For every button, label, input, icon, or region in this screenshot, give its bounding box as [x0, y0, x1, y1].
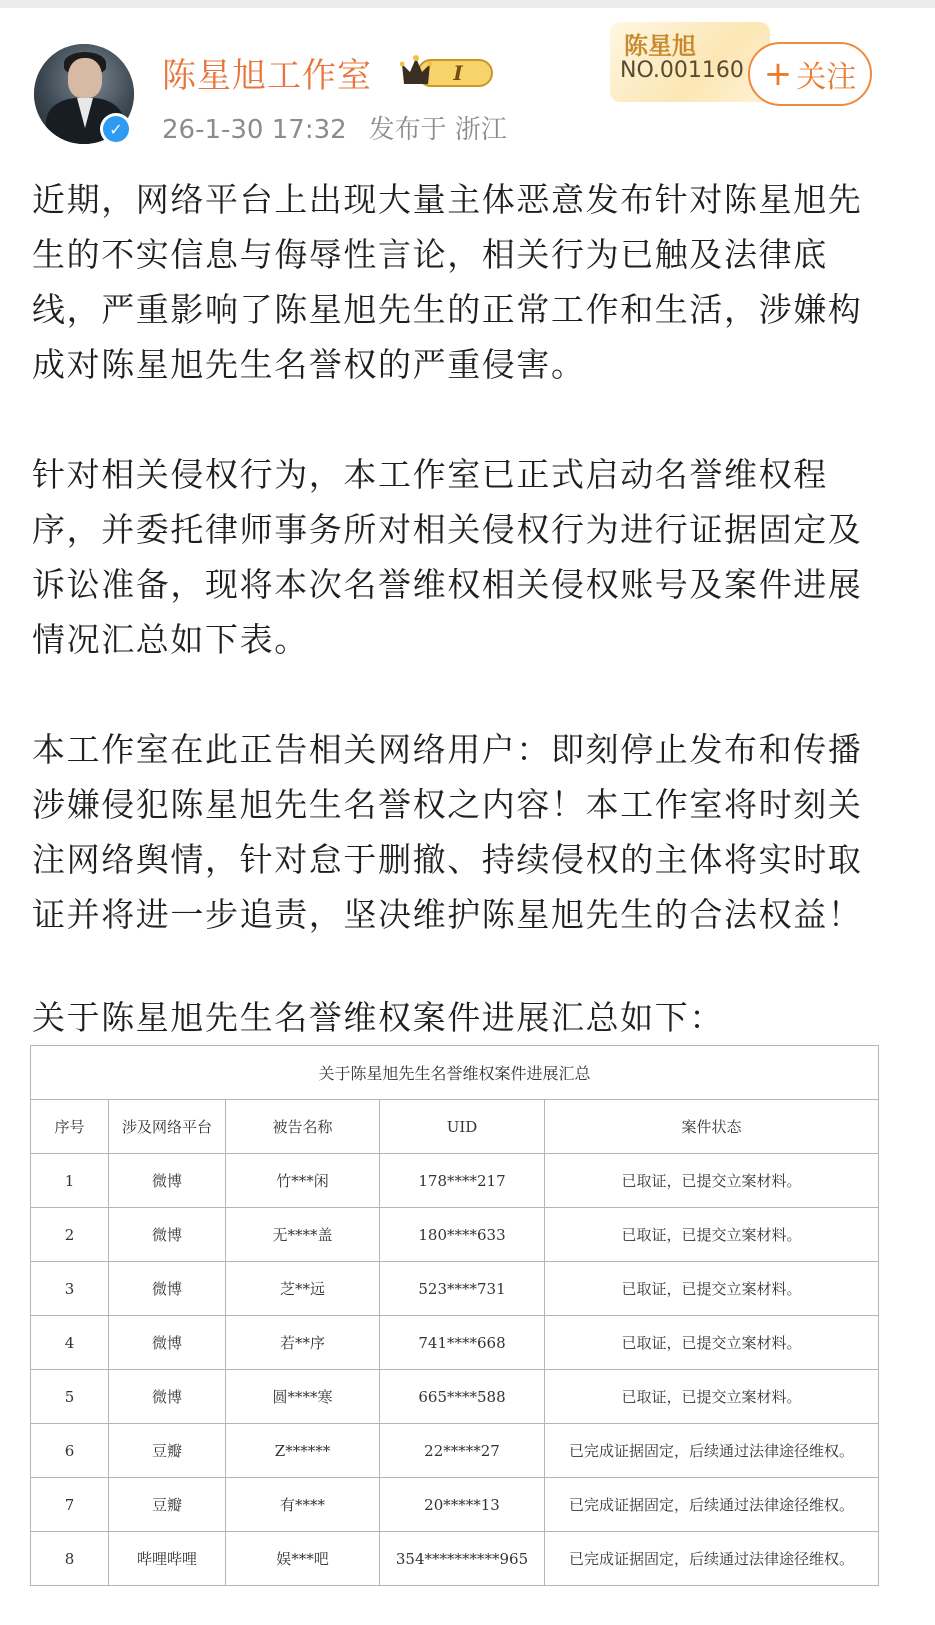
table-row [31, 1154, 879, 1208]
post-time: 26-1-30 17:32 [162, 115, 347, 145]
post-body [32, 172, 872, 997]
post-paragraph-1: 近期，网络平台上出现大量主体恶意发布针对陈星旭先生的不实信息与侮辱性言论，相关行为已触及法律底线，严重影响了陈星旭先生的正常工作和生活，涉嫌构成对陈星旭先生名誉权的严重侵害。 [32, 180, 863, 384]
verified-icon: ✓ [100, 113, 132, 145]
cell-no: 3 [31, 1262, 109, 1316]
svg-text:I: I [453, 61, 463, 85]
col-header-uid: UID [380, 1100, 545, 1154]
table-intro: 关于陈星旭先生名誉维权案件进展汇总如下： [32, 998, 724, 1037]
cell-no: 4 [31, 1316, 109, 1370]
table-row [31, 1208, 879, 1262]
post-paragraph-3: 本工作室在此正告相关网络用户：即刻停止发布和传播涉嫌侵犯陈星旭先生名誉权之内容！本工作室将时刻关注网络舆情，针对怠于删撤、持续侵权的主体将实时取证并将进一步追责，坚决维护陈星旭先生的合法权益！ [32, 730, 863, 934]
case-table-image[interactable] [30, 1045, 878, 1625]
cell-uid: 354**********965 [380, 1532, 545, 1586]
top-strip [0, 0, 935, 8]
cell-uid: 741****668 [380, 1316, 545, 1370]
cell-platform: 微博 [109, 1316, 226, 1370]
cell-no: 1 [31, 1154, 109, 1208]
cell-defendant: Z****** [226, 1424, 380, 1478]
cell-no: 6 [31, 1424, 109, 1478]
post-meta [162, 109, 507, 146]
case-table [30, 1045, 879, 1586]
cell-defendant: 有**** [226, 1478, 380, 1532]
table-row [31, 1370, 879, 1424]
follow-button[interactable] [748, 42, 872, 106]
cell-defendant: 娱***吧 [226, 1532, 380, 1586]
cell-platform: 微博 [109, 1370, 226, 1424]
cell-uid: 22*****27 [380, 1424, 545, 1478]
fan-badge-name: 陈星旭 [624, 32, 696, 60]
cell-uid: 665****588 [380, 1370, 545, 1424]
crown-level-icon[interactable] [400, 52, 496, 92]
cell-status: 已取证，已提交立案材料。 [545, 1154, 879, 1208]
fan-badge[interactable] [610, 22, 770, 102]
post-paragraph-2: 针对相关侵权行为，本工作室已正式启动名誉维权程序，并委托律师事务所对相关侵权行为进行证据固定及诉讼准备，现将本次名誉维权相关侵权账号及案件进展情况汇总如下表。 [32, 455, 863, 659]
cell-defendant: 竹***闲 [226, 1154, 380, 1208]
cell-platform: 微博 [109, 1262, 226, 1316]
cell-no: 8 [31, 1532, 109, 1586]
table-row [31, 1262, 879, 1316]
cell-status: 已取证，已提交立案材料。 [545, 1370, 879, 1424]
cell-no: 7 [31, 1478, 109, 1532]
col-header-status: 案件状态 [545, 1100, 879, 1154]
col-header-no: 序号 [31, 1100, 109, 1154]
cell-platform: 哔哩哔哩 [109, 1532, 226, 1586]
cell-status: 已取证，已提交立案材料。 [545, 1262, 879, 1316]
cell-platform: 微博 [109, 1208, 226, 1262]
plus-icon: + [763, 54, 793, 94]
cell-status: 已完成证据固定，后续通过法律途径维权。 [545, 1424, 879, 1478]
cell-status: 已完成证据固定，后续通过法律途径维权。 [545, 1532, 879, 1586]
fan-badge-number: NO.001160 [620, 58, 744, 83]
cell-platform: 豆瓣 [109, 1478, 226, 1532]
cell-uid: 20*****13 [380, 1478, 545, 1532]
col-header-defendant: 被告名称 [226, 1100, 380, 1154]
table-row [31, 1316, 879, 1370]
cell-status: 已取证，已提交立案材料。 [545, 1208, 879, 1262]
cell-status: 已完成证据固定，后续通过法律途径维权。 [545, 1478, 879, 1532]
author-name[interactable]: 陈星旭工作室 [162, 56, 372, 96]
table-row [31, 1478, 879, 1532]
cell-defendant: 圆****寒 [226, 1370, 380, 1424]
table-row [31, 1424, 879, 1478]
cell-uid: 180****633 [380, 1208, 545, 1262]
cell-defendant: 无****盖 [226, 1208, 380, 1262]
cell-no: 2 [31, 1208, 109, 1262]
col-header-platform: 涉及网络平台 [109, 1100, 226, 1154]
post-location: 发布于 浙江 [368, 115, 507, 145]
cell-uid: 178****217 [380, 1154, 545, 1208]
cell-defendant: 芝**远 [226, 1262, 380, 1316]
table-caption: 关于陈星旭先生名誉维权案件进展汇总 [31, 1046, 879, 1100]
cell-status: 已取证，已提交立案材料。 [545, 1316, 879, 1370]
cell-uid: 523****731 [380, 1262, 545, 1316]
table-row [31, 1532, 879, 1586]
cell-no: 5 [31, 1370, 109, 1424]
cell-platform: 微博 [109, 1154, 226, 1208]
follow-label: 关注 [796, 60, 857, 95]
cell-defendant: 若**序 [226, 1316, 380, 1370]
cell-platform: 豆瓣 [109, 1424, 226, 1478]
